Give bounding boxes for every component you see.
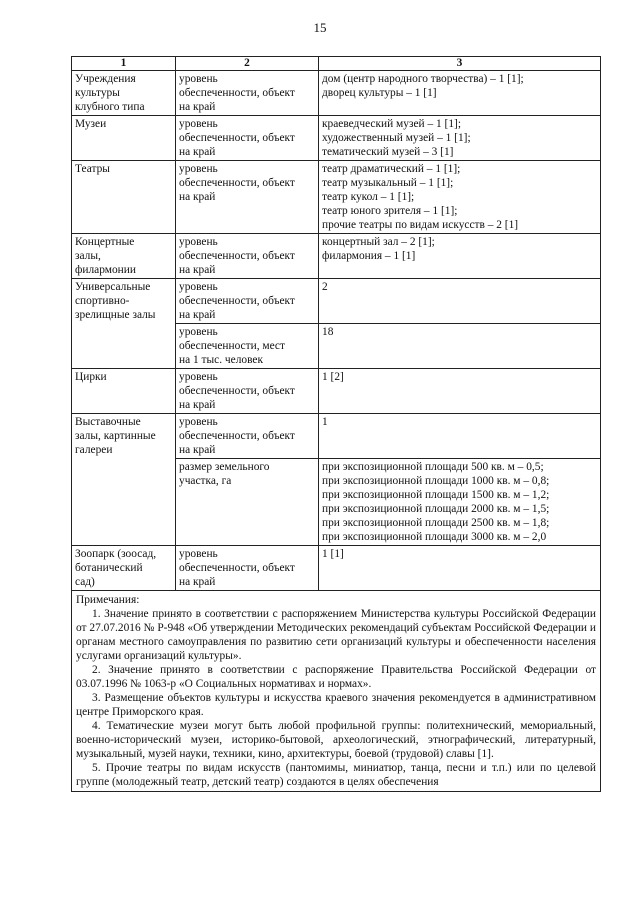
value-cell bbox=[319, 234, 601, 279]
page-number: 15 bbox=[313, 20, 327, 35]
cell-line: Универсальные bbox=[75, 281, 151, 293]
table-row bbox=[72, 116, 601, 161]
cell-line: зрелищные залы bbox=[75, 309, 156, 321]
cell-line: дворец культуры – 1 [1] bbox=[322, 87, 437, 99]
note-item: 5. Прочие театры по видам искусств (пантомимы, миниатюр, танца, песни и т.п.) или по целевой группе (молодежный театр, детский театр) создаются в целях обеспечения bbox=[76, 762, 596, 788]
cell-line: сад) bbox=[75, 576, 95, 588]
cell-line: художественный музей – 1 [1]; bbox=[322, 132, 471, 144]
cell-line: клубного типа bbox=[75, 101, 145, 113]
cell-line: 2 bbox=[322, 281, 328, 293]
cell-line: обеспеченности, мест bbox=[179, 340, 285, 352]
cell-line: на 1 тыс. человек bbox=[179, 354, 263, 366]
note-item: 2. Значение принято в соответствии с распоряжение Правительства Российской Федерации от 03.07.1996 № 1063-р «О Социальных нормативах и нормах». bbox=[76, 664, 596, 690]
note-item: 4. Тематические музеи могут быть любой профильной группы: политехнический, мемориальный, военно-исторический музеи, историко-бытовой, археологический, этнографический, литературный, музыкальный, музей науки, техники, кино, архитектуры, боевой (трудовой) славы [1]. bbox=[76, 720, 596, 760]
cell-line: обеспеченности, объект bbox=[179, 87, 295, 99]
cell-line: залы, картинные bbox=[75, 430, 156, 442]
table-row bbox=[72, 414, 601, 459]
notes-cell bbox=[72, 591, 601, 792]
indicator-cell bbox=[176, 414, 319, 459]
cell-line: уровень bbox=[179, 371, 218, 383]
cell-line: на край bbox=[179, 264, 216, 276]
value-cell bbox=[319, 459, 601, 546]
cell-line: на край bbox=[179, 399, 216, 411]
cell-line: филармонии bbox=[75, 264, 136, 276]
facility-cell bbox=[72, 161, 176, 234]
column-header-1: 1 bbox=[72, 57, 176, 71]
indicator-cell bbox=[176, 161, 319, 234]
table-row bbox=[72, 279, 601, 324]
cell-line: обеспеченности, объект bbox=[179, 430, 295, 442]
cell-line: при экспозиционной площади 3000 кв. м – 2,0 bbox=[322, 531, 547, 543]
facility-cell bbox=[72, 369, 176, 414]
cell-line: культуры bbox=[75, 87, 120, 99]
facility-cell bbox=[72, 546, 176, 591]
cell-line: обеспеченности, объект bbox=[179, 177, 295, 189]
indicator-cell bbox=[176, 71, 319, 116]
cell-line: размер земельного bbox=[179, 461, 270, 473]
cell-line: уровень bbox=[179, 416, 218, 428]
cell-line: тематический музей – 3 [1] bbox=[322, 146, 454, 158]
cell-line: театр юного зрителя – 1 [1]; bbox=[322, 205, 458, 217]
cell-line: филармония – 1 [1] bbox=[322, 250, 416, 262]
cell-line: уровень bbox=[179, 118, 218, 130]
cell-line: залы, bbox=[75, 250, 101, 262]
cell-line: на край bbox=[179, 576, 216, 588]
value-cell bbox=[319, 414, 601, 459]
cell-line: ботанический bbox=[75, 562, 143, 574]
value-cell bbox=[319, 279, 601, 324]
cell-line: уровень bbox=[179, 281, 218, 293]
cell-line: спортивно- bbox=[75, 295, 130, 307]
cell-line: при экспозиционной площади 1500 кв. м – 1,2; bbox=[322, 489, 550, 501]
cell-line: участка, га bbox=[179, 475, 232, 487]
cell-line: обеспеченности, объект bbox=[179, 295, 295, 307]
cell-line: концертный зал – 2 [1]; bbox=[322, 236, 435, 248]
column-header-2: 2 bbox=[176, 57, 319, 71]
facility-cell bbox=[72, 234, 176, 279]
value-cell bbox=[319, 71, 601, 116]
cell-line: уровень bbox=[179, 163, 218, 175]
indicator-cell bbox=[176, 459, 319, 546]
cell-line: при экспозиционной площади 2000 кв. м – 1,5; bbox=[322, 503, 550, 515]
cell-line: Учреждения bbox=[75, 73, 136, 85]
cell-line: уровень bbox=[179, 326, 218, 338]
standards-table bbox=[71, 56, 601, 792]
cell-line: на край bbox=[179, 191, 216, 203]
table-row bbox=[72, 546, 601, 591]
indicator-cell bbox=[176, 279, 319, 324]
table-row bbox=[72, 161, 601, 234]
cell-line: Выставочные bbox=[75, 416, 141, 428]
cell-line: театр музыкальный – 1 [1]; bbox=[322, 177, 454, 189]
cell-line: краеведческий музей – 1 [1]; bbox=[322, 118, 461, 130]
cell-line: театр кукол – 1 [1]; bbox=[322, 191, 415, 203]
value-cell bbox=[319, 161, 601, 234]
indicator-cell bbox=[176, 546, 319, 591]
cell-line: при экспозиционной площади 500 кв. м – 0,5; bbox=[322, 461, 544, 473]
cell-line: уровень bbox=[179, 236, 218, 248]
note-item: 1. Значение принято в соответствии с распоряжением Министерства культуры Российской Федерации от 27.07.2016 № Р-948 «Об утверждении Методических рекомендаций субъектам Российской Федерации и органам местного самоуправления по развитию сети организаций культуры и обеспеченности населения услугами организаций культуры». bbox=[76, 608, 596, 662]
cell-line: на край bbox=[179, 444, 216, 456]
cell-line: театр драматический – 1 [1]; bbox=[322, 163, 461, 175]
table-row bbox=[72, 234, 601, 279]
indicator-cell bbox=[176, 234, 319, 279]
value-cell bbox=[319, 116, 601, 161]
value-cell bbox=[319, 546, 601, 591]
note-item: 3. Размещение объектов культуры и искусства краевого значения рекомендуется в административном центре Приморского края. bbox=[76, 692, 596, 718]
value-cell bbox=[319, 369, 601, 414]
cell-line: 1 [2] bbox=[322, 371, 344, 383]
table-row bbox=[72, 369, 601, 414]
cell-line: обеспеченности, объект bbox=[179, 250, 295, 262]
table-row bbox=[72, 71, 601, 116]
notes-row bbox=[72, 591, 601, 792]
header-row bbox=[72, 57, 601, 71]
cell-line: Цирки bbox=[75, 371, 107, 383]
facility-cell bbox=[72, 414, 176, 546]
cell-line: 1 bbox=[322, 416, 328, 428]
cell-line: при экспозиционной площади 1000 кв. м – 0,8; bbox=[322, 475, 550, 487]
cell-line: уровень bbox=[179, 548, 218, 560]
cell-line: Театры bbox=[75, 163, 110, 175]
cell-line: обеспеченности, объект bbox=[179, 385, 295, 397]
cell-line: 18 bbox=[322, 326, 334, 338]
facility-cell bbox=[72, 279, 176, 369]
cell-line: Музеи bbox=[75, 118, 107, 130]
cell-line: Зоопарк (зоосад, bbox=[75, 548, 157, 560]
indicator-cell bbox=[176, 369, 319, 414]
cell-line: 1 [1] bbox=[322, 548, 344, 560]
cell-line: прочие театры по видам искусств – 2 [1] bbox=[322, 219, 519, 231]
cell-line: обеспеченности, объект bbox=[179, 132, 295, 144]
notes-title: Примечания: bbox=[76, 594, 140, 606]
cell-line: обеспеченности, объект bbox=[179, 562, 295, 574]
cell-line: галереи bbox=[75, 444, 113, 456]
cell-line: на край bbox=[179, 146, 216, 158]
column-header-3: 3 bbox=[319, 57, 601, 71]
cell-line: дом (центр народного творчества) – 1 [1]; bbox=[322, 73, 524, 85]
facility-cell bbox=[72, 116, 176, 161]
facility-cell bbox=[72, 71, 176, 116]
cell-line: на край bbox=[179, 101, 216, 113]
cell-line: при экспозиционной площади 2500 кв. м – 1,8; bbox=[322, 517, 550, 529]
value-cell bbox=[319, 324, 601, 369]
indicator-cell bbox=[176, 116, 319, 161]
indicator-cell bbox=[176, 324, 319, 369]
cell-line: Концертные bbox=[75, 236, 135, 248]
cell-line: уровень bbox=[179, 73, 218, 85]
cell-line: на край bbox=[179, 309, 216, 321]
